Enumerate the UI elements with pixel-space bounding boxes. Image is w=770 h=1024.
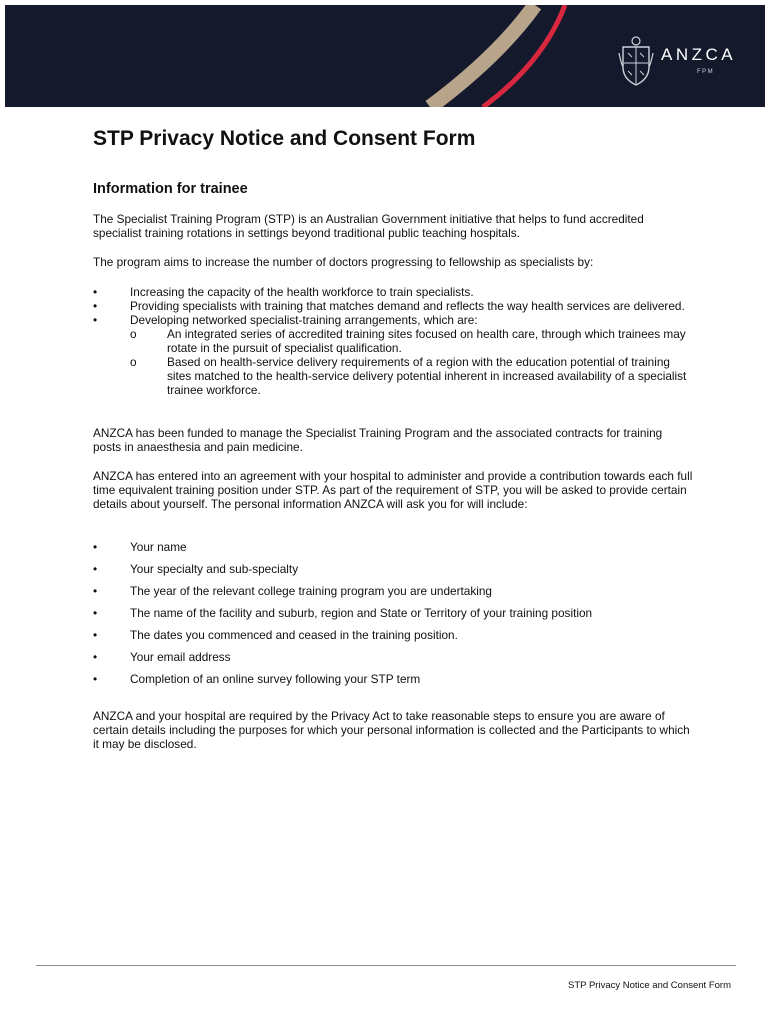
bullet-icon: •: [93, 672, 98, 686]
sub-list-item: [130, 355, 693, 397]
aims-lead-paragraph: The program aims to increase the number of doctors progressing to fellowship as specialists by:: [93, 255, 594, 269]
gold-swoosh: [430, 5, 535, 107]
info-item-text: Your name: [130, 540, 187, 554]
sub-aim-text: An integrated series of accredited training sites focused on health care, through which trainees may rotate in the pursuit of specialist qualification.: [167, 327, 686, 355]
sub-aims-list: [130, 327, 693, 397]
bullet-icon: •: [93, 299, 98, 313]
anzca-logo: [617, 33, 757, 89]
list-item: [93, 584, 693, 598]
logo-name: ANZCA: [661, 45, 737, 64]
list-item: [93, 650, 693, 664]
bullet-icon: •: [93, 650, 98, 664]
list-item: [93, 628, 693, 642]
funded-paragraph: ANZCA has been funded to manage the Specialist Training Program and the associated contracts for training posts in anaesthesia and pain medicine.: [93, 426, 663, 454]
footer-title: STP Privacy Notice and Consent Form: [568, 980, 731, 991]
info-item-text: The dates you commenced and ceased in the training position.: [130, 628, 458, 642]
bullet-icon: •: [93, 606, 98, 620]
sub-bullet-icon: o: [130, 355, 137, 369]
crest-icon: [617, 33, 655, 87]
list-item: [93, 562, 693, 576]
info-item-text: The year of the relevant college training program you are undertaking: [130, 584, 492, 598]
sub-list-item: [130, 327, 693, 355]
intro-paragraph: The Specialist Training Program (STP) is an Australian Government initiative that helps to fund accredited specialist training rotations in settings beyond traditional public teaching hospitals.: [93, 212, 644, 240]
aim-text: Increasing the capacity of the health workforce to train specialists.: [130, 285, 474, 299]
personal-info-list: [93, 540, 693, 694]
aim-text: Developing networked specialist-training arrangements, which are:: [130, 313, 478, 327]
bullet-icon: •: [93, 562, 98, 576]
list-item: [93, 672, 693, 686]
page-title: STP Privacy Notice and Consent Form: [93, 127, 476, 150]
logo-sub: FPM: [697, 69, 715, 75]
sub-bullet-icon: o: [130, 327, 137, 341]
bullet-icon: •: [93, 584, 98, 598]
list-item: [93, 606, 693, 620]
info-item-text: Your specialty and sub-specialty: [130, 562, 299, 576]
aims-list: [93, 285, 693, 397]
sub-aim-text: Based on health-service delivery requirements of a region with the education potential of training sites matched to the health-service delivery potential inherent in increased availability of a specialist trainee workforce.: [167, 355, 687, 397]
info-item-text: Your email address: [130, 650, 231, 664]
header-banner: [5, 5, 765, 107]
bullet-icon: •: [93, 313, 98, 327]
agreement-paragraph: ANZCA has entered into an agreement with your hospital to administer and provide a contribution towards each full time equivalent training position under STP. As part of the requirement of STP, you will be asked to provide certain details about yourself. The personal information ANZCA will ask you for will include:: [93, 469, 693, 511]
aim-text: Providing specialists with training that matches demand and reflects the way health services are delivered.: [130, 299, 685, 313]
list-item: [93, 313, 693, 397]
bullet-icon: •: [93, 628, 98, 642]
info-item-text: Completion of an online survey following your STP term: [130, 672, 421, 686]
info-item-text: The name of the facility and suburb, region and State or Territory of your training position: [130, 606, 593, 620]
list-item: [93, 540, 693, 554]
list-item: [93, 299, 693, 313]
footer-divider: [36, 965, 736, 966]
bullet-icon: •: [93, 540, 98, 554]
privacy-paragraph: ANZCA and your hospital are required by the Privacy Act to take reasonable steps to ensure you are aware of certain details including the purposes for which your personal information is collected and the Participants to which it may be disclosed.: [93, 709, 690, 751]
section-heading: Information for trainee: [93, 181, 248, 197]
list-item: [93, 285, 693, 299]
bullet-icon: •: [93, 285, 98, 299]
